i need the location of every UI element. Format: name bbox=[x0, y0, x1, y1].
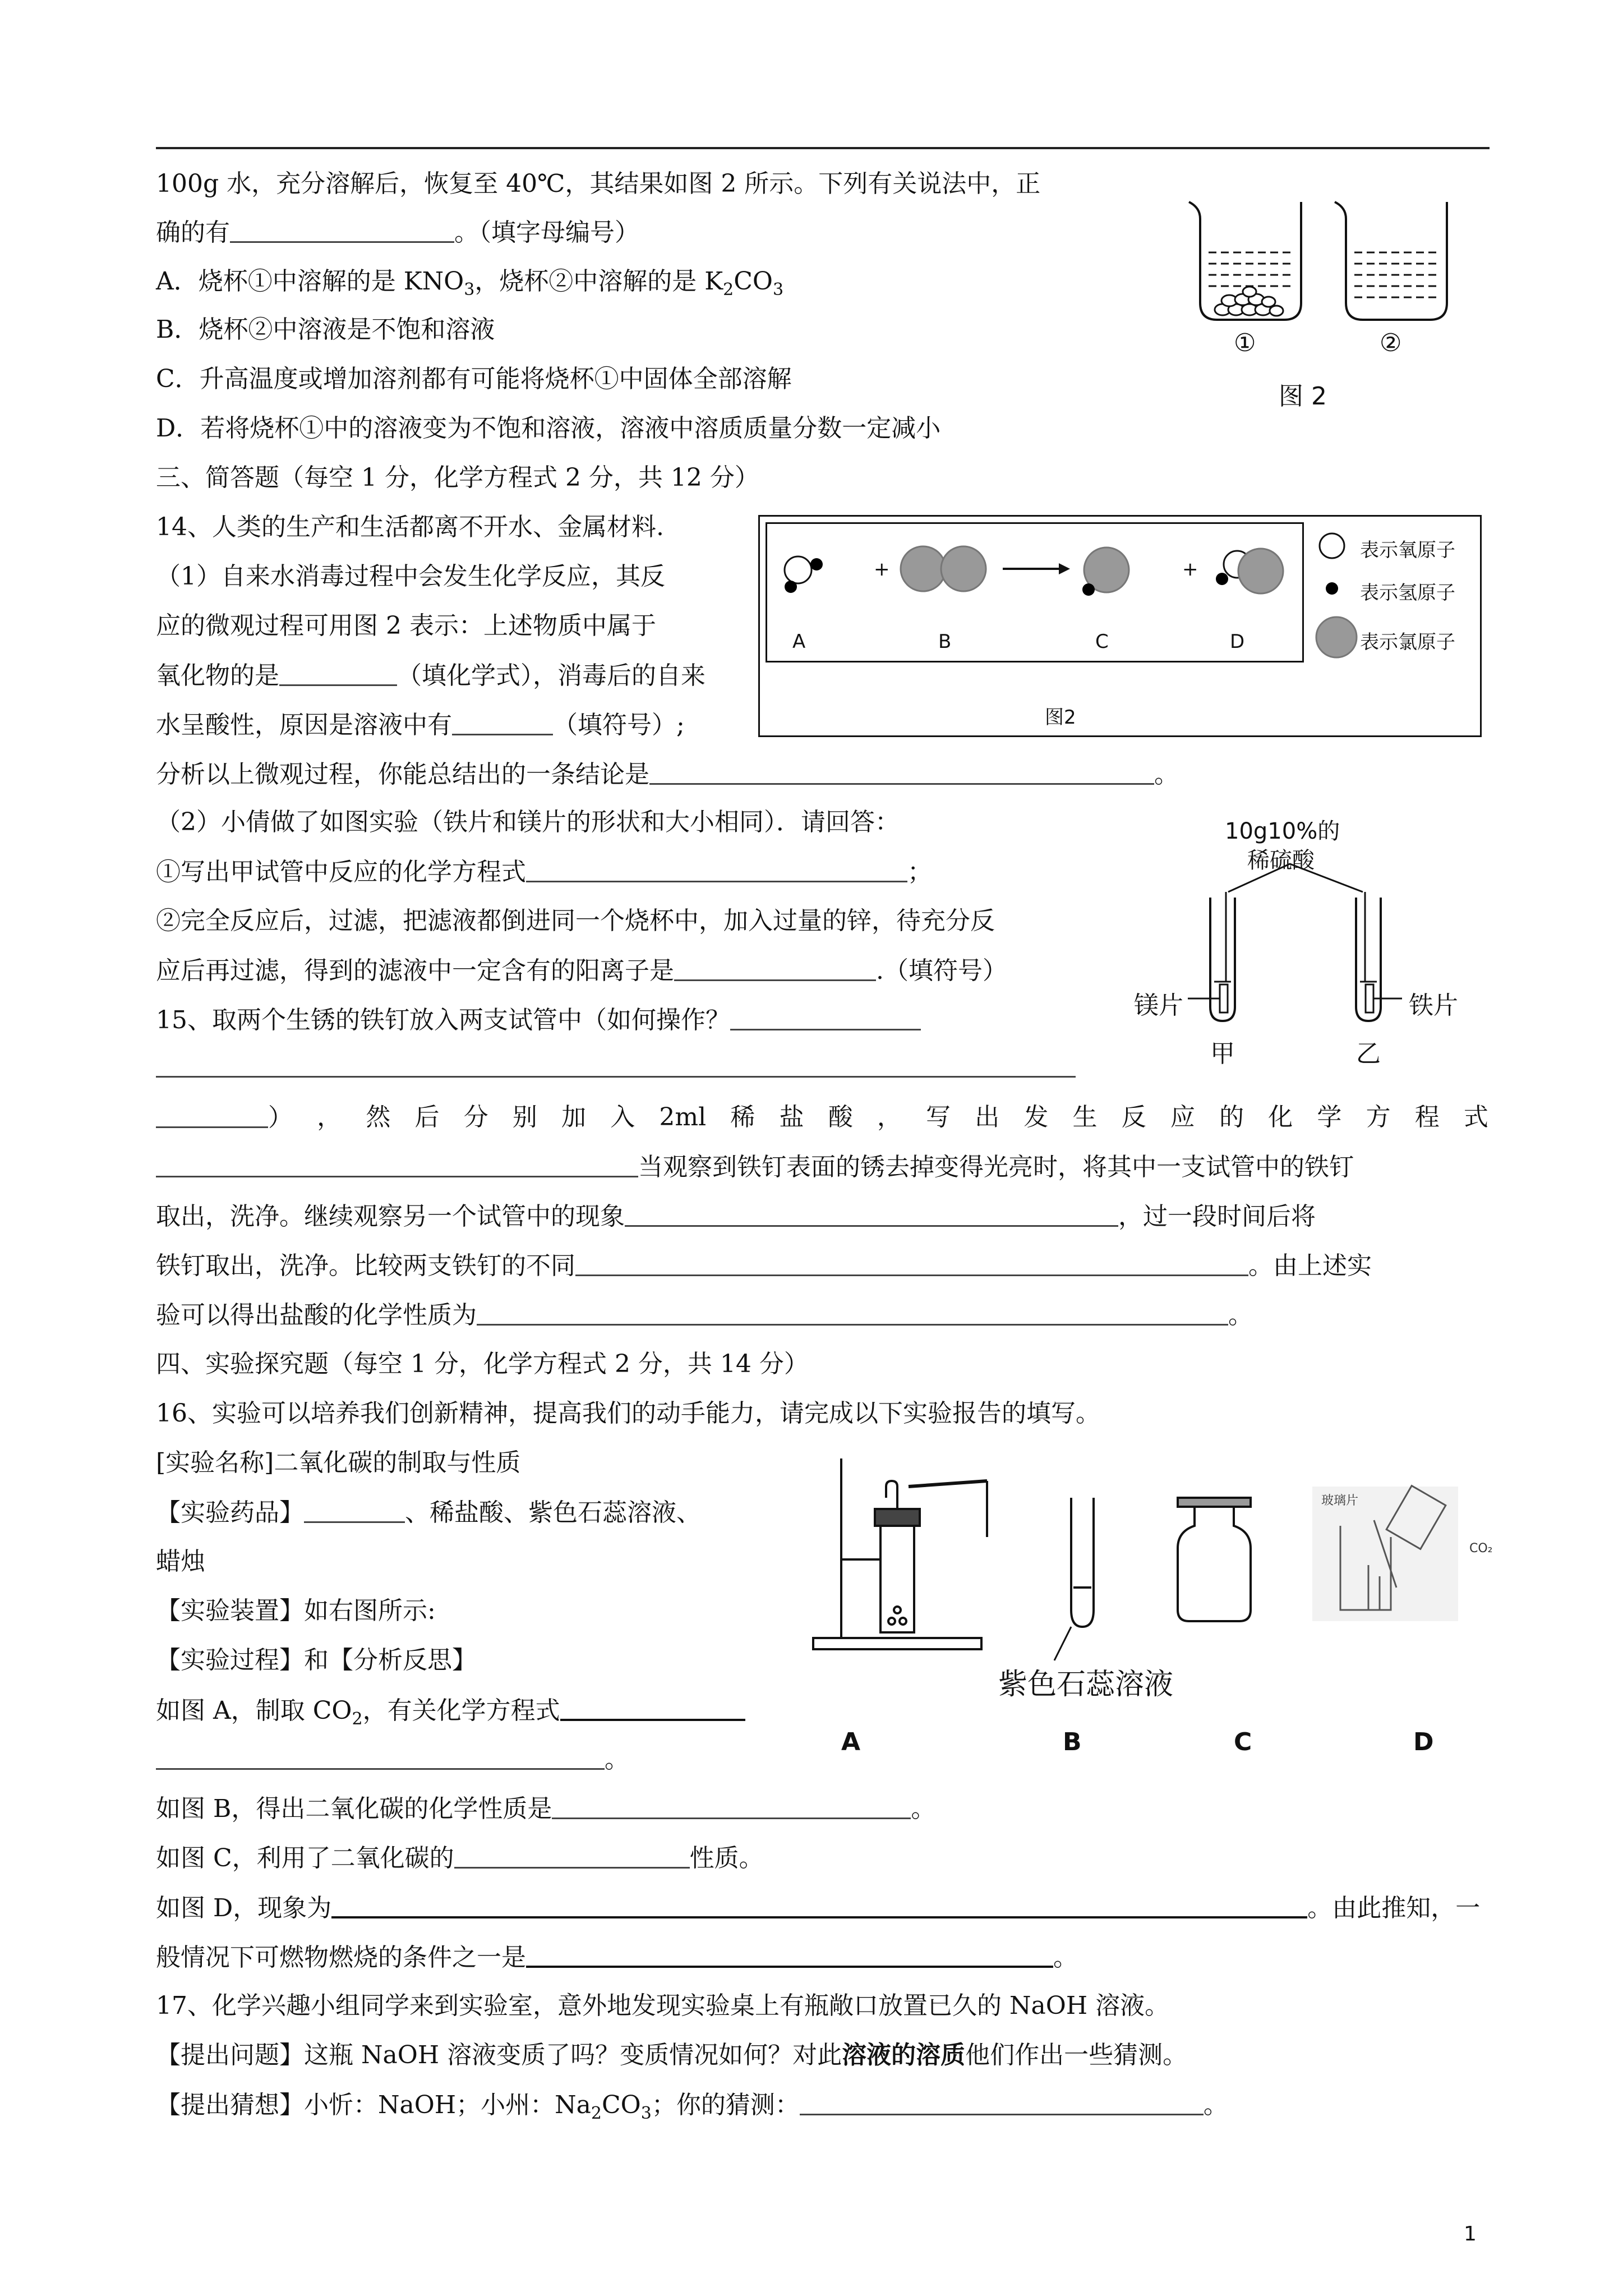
legend-label: 表示氯原子 bbox=[1360, 631, 1455, 654]
molecule-label: B bbox=[938, 631, 952, 653]
text-line: 应的微观过程可用图 2 表示：上述物质中属于 bbox=[156, 611, 656, 640]
arrow-icon bbox=[1003, 563, 1070, 574]
header-rule bbox=[156, 147, 1490, 149]
text-line: 蜡烛 bbox=[156, 1547, 205, 1576]
co2-apparatus-figure bbox=[808, 1453, 1514, 1767]
molecule-a-icon bbox=[785, 556, 823, 593]
co2-label: CO₂ bbox=[1469, 1542, 1493, 1556]
litmus-label: 紫色石蕊溶液 bbox=[998, 1668, 1174, 1701]
text-line: 分析以上微观过程，你能总结出的一条结论是 。 bbox=[156, 758, 1179, 790]
iron-strip bbox=[1366, 984, 1373, 1013]
reaction-drawing bbox=[767, 524, 1302, 661]
text-line: [实验名称]二氧化碳的制取与性质 bbox=[156, 1448, 521, 1477]
answer-blank[interactable] bbox=[800, 2089, 1204, 2115]
answer-blank[interactable] bbox=[156, 1151, 638, 1177]
section-heading: 四、实验探究题（每空 1 分，化学方程式 2 分，共 14 分） bbox=[156, 1350, 809, 1378]
text-line: 如图 B，得出二氧化碳的化学性质是 。 bbox=[156, 1793, 935, 1825]
text-line: ②完全反应后，过滤，把滤液都倒进同一个烧杯中，加入过量的锌，待充分反 bbox=[156, 907, 995, 935]
molecule-label: A bbox=[792, 631, 806, 653]
apparatus-label-d: D bbox=[1413, 1728, 1434, 1756]
molecule-label: C bbox=[1095, 631, 1109, 653]
figure-caption: 图2 bbox=[1045, 706, 1076, 729]
answer-blank[interactable] bbox=[230, 217, 454, 243]
answer-blank[interactable] bbox=[156, 1743, 605, 1770]
text-line-justified: ） ， 然 后 分 别 加 入 2ml 稀 盐 酸 ， 写 出 发 生 反 应 的 化 学 方 程 式 bbox=[156, 1102, 1488, 1134]
tube-label-jia: 甲 bbox=[1210, 1039, 1235, 1068]
answer-blank[interactable] bbox=[560, 1694, 745, 1721]
reaction-box bbox=[766, 522, 1304, 662]
option-d: D．若将烧杯①中的溶液变为不饱和溶液，溶液中溶质质量分数一定减小 bbox=[156, 414, 941, 443]
beakers-figure bbox=[1178, 185, 1492, 421]
answer-blank[interactable] bbox=[730, 1004, 921, 1030]
acid-label: 10g10%的 bbox=[1225, 818, 1340, 844]
question-14: 14、人类的生产和生活都离不开水、金属材料. bbox=[156, 513, 664, 541]
text-line: 【实验过程】和【分析反思】 bbox=[156, 1646, 477, 1674]
question-16: 16、实验可以培养我们创新精神，提高我们的动手能力，请完成以下实验报告的填写。 bbox=[156, 1399, 1100, 1428]
undissolved-solid bbox=[1215, 287, 1283, 316]
page-number: 1 bbox=[1464, 2223, 1477, 2246]
figure-caption: 图 2 bbox=[1279, 382, 1327, 411]
magnesium-label: 镁片 bbox=[1134, 991, 1183, 1020]
answer-blank[interactable] bbox=[625, 1200, 1118, 1227]
answer-blank[interactable] bbox=[552, 1793, 911, 1819]
beaker-2 bbox=[1335, 202, 1447, 320]
text-line: ①写出甲试管中反应的化学方程式 ； bbox=[156, 856, 932, 888]
text-line: 【实验装置】如右图所示: bbox=[156, 1596, 436, 1625]
iron-label: 铁片 bbox=[1409, 991, 1458, 1020]
legend bbox=[1315, 522, 1472, 662]
answer-blank[interactable] bbox=[674, 955, 876, 981]
section-heading: 三、简答题（每空 1 分，化学方程式 2 分，共 12 分） bbox=[156, 463, 759, 492]
text-line: 如图 D，现象为 。由此推知，一 bbox=[156, 1892, 1480, 1924]
text-line: 。 bbox=[156, 1743, 629, 1775]
text-line: 取出，洗净。继续观察另一个试管中的现象 ，过一段时间后将 bbox=[156, 1200, 1316, 1232]
answer-blank[interactable] bbox=[304, 1497, 405, 1523]
plus-sign: + bbox=[1182, 558, 1198, 581]
test-tubes-drawing bbox=[1122, 813, 1492, 1071]
beaker-2-label: ② bbox=[1380, 329, 1402, 357]
question-17: 17、化学兴趣小组同学来到实验室，意外地发现实验桌上有瓶敞口放置已久的 NaOH 溶液。 bbox=[156, 1991, 1170, 2020]
answer-blank[interactable] bbox=[649, 758, 1154, 785]
molecule-c-icon bbox=[1082, 547, 1129, 596]
answer-blank[interactable] bbox=[526, 1941, 1053, 1968]
text-line: 【提出猜想】小忻：NaOH；小州：$Na_2CO_3$；你的猜测： 。 bbox=[156, 2089, 1228, 2129]
legend-label: 表示氢原子 bbox=[1360, 582, 1455, 604]
answer-blank[interactable] bbox=[156, 1051, 1076, 1078]
option-a: A．烧杯①中溶解的是 $KNO_3$，烧杯②中溶解的是 $K_2CO_3$ bbox=[156, 267, 784, 300]
text-line: 水呈酸性，原因是溶液中有 （填符号）; bbox=[156, 709, 685, 741]
text-line: 确的有 。（填字母编号） bbox=[156, 217, 639, 249]
beakers-drawing bbox=[1178, 185, 1492, 421]
text-line bbox=[156, 1051, 1076, 1083]
text-line: 如图 A，制取 $CO_2$，有关化学方程式 bbox=[156, 1694, 745, 1735]
option-b: B．烧杯②中溶液是不饱和溶液 bbox=[156, 315, 495, 344]
answer-blank[interactable] bbox=[526, 856, 907, 882]
apparatus-c bbox=[1178, 1498, 1251, 1621]
molecule-d-icon bbox=[1216, 549, 1283, 593]
text-line: 般情况下可燃物燃烧的条件之一是 。 bbox=[156, 1941, 1078, 1973]
answer-blank[interactable] bbox=[477, 1299, 1228, 1326]
text-line: 验可以得出盐酸的化学性质为 。 bbox=[156, 1299, 1253, 1331]
test-tubes-figure bbox=[1122, 813, 1492, 1071]
plus-sign: + bbox=[874, 558, 890, 581]
answer-blank[interactable] bbox=[331, 1892, 1307, 1918]
apparatus-label-b: B bbox=[1063, 1728, 1082, 1756]
pointer-lines bbox=[1228, 864, 1363, 892]
text-line: 应后再过滤，得到的滤液中一定含有的阳离子是 .（填符号） bbox=[156, 955, 1007, 987]
chlorine-atom-icon bbox=[1316, 617, 1357, 657]
molecule-b-icon bbox=[901, 546, 986, 591]
text-line: 氧化物的是 （填化学式），消毒后的自来 bbox=[156, 660, 706, 692]
apparatus-b bbox=[1054, 1498, 1094, 1660]
legend-label: 表示氧原子 bbox=[1360, 539, 1455, 562]
question-15: 15、取两个生锈的铁钉放入两支试管中（如何操作？ bbox=[156, 1004, 921, 1036]
answer-blank[interactable] bbox=[575, 1250, 1248, 1276]
apparatus-label-a: A bbox=[841, 1728, 861, 1756]
tube-label-yi: 乙 bbox=[1356, 1039, 1381, 1068]
text-line: 当观察到铁钉表面的锈去掉变得光亮时，将其中一支试管中的铁钉 bbox=[156, 1151, 1354, 1183]
hydrogen-atom-icon bbox=[1326, 582, 1338, 595]
oxygen-atom-icon bbox=[1320, 533, 1344, 558]
answer-blank[interactable] bbox=[454, 1842, 690, 1869]
molecule-reaction-figure bbox=[758, 515, 1482, 737]
option-c: C．升高温度或增加溶剂都有可能将烧杯①中固体全部溶解 bbox=[156, 365, 792, 393]
molecule-label: D bbox=[1230, 631, 1245, 653]
apparatus-label-c: C bbox=[1234, 1728, 1252, 1756]
acid-label: 稀硫酸 bbox=[1247, 848, 1315, 873]
beaker-1-label: ① bbox=[1234, 329, 1256, 357]
text-line: 铁钉取出，洗净。比较两支铁钉的不同 。由上述实 bbox=[156, 1250, 1372, 1282]
apparatus-a bbox=[813, 1458, 987, 1649]
text-line: （2）小倩做了如图实验（铁片和镁片的形状和大小相同）．请回答： bbox=[156, 808, 900, 836]
text-line: 如图 C，利用了二氧化碳的 性质。 bbox=[156, 1842, 764, 1874]
legend-icons bbox=[1315, 522, 1360, 662]
text-line: 【实验药品】 、稀盐酸、紫色石蕊溶液、 bbox=[156, 1497, 701, 1529]
text-line: 【提出问题】这瓶 NaOH 溶液变质了吗？变质情况如何？对此溶液的溶质他们作出一些猜测。 bbox=[156, 2041, 1188, 2069]
answer-blank[interactable] bbox=[156, 1102, 268, 1128]
text-line: （1）自来水消毒过程中会发生化学反应，其反 bbox=[156, 562, 665, 591]
answer-blank[interactable] bbox=[279, 660, 397, 686]
text-line: 100g 水，充分溶解后，恢复至 40℃，其结果如图 2 所示。下列有关说法中，正 bbox=[156, 169, 1041, 198]
glass-plate-label: 玻璃片 bbox=[1321, 1494, 1359, 1508]
magnesium-strip bbox=[1220, 984, 1228, 1013]
answer-blank[interactable] bbox=[452, 709, 553, 735]
